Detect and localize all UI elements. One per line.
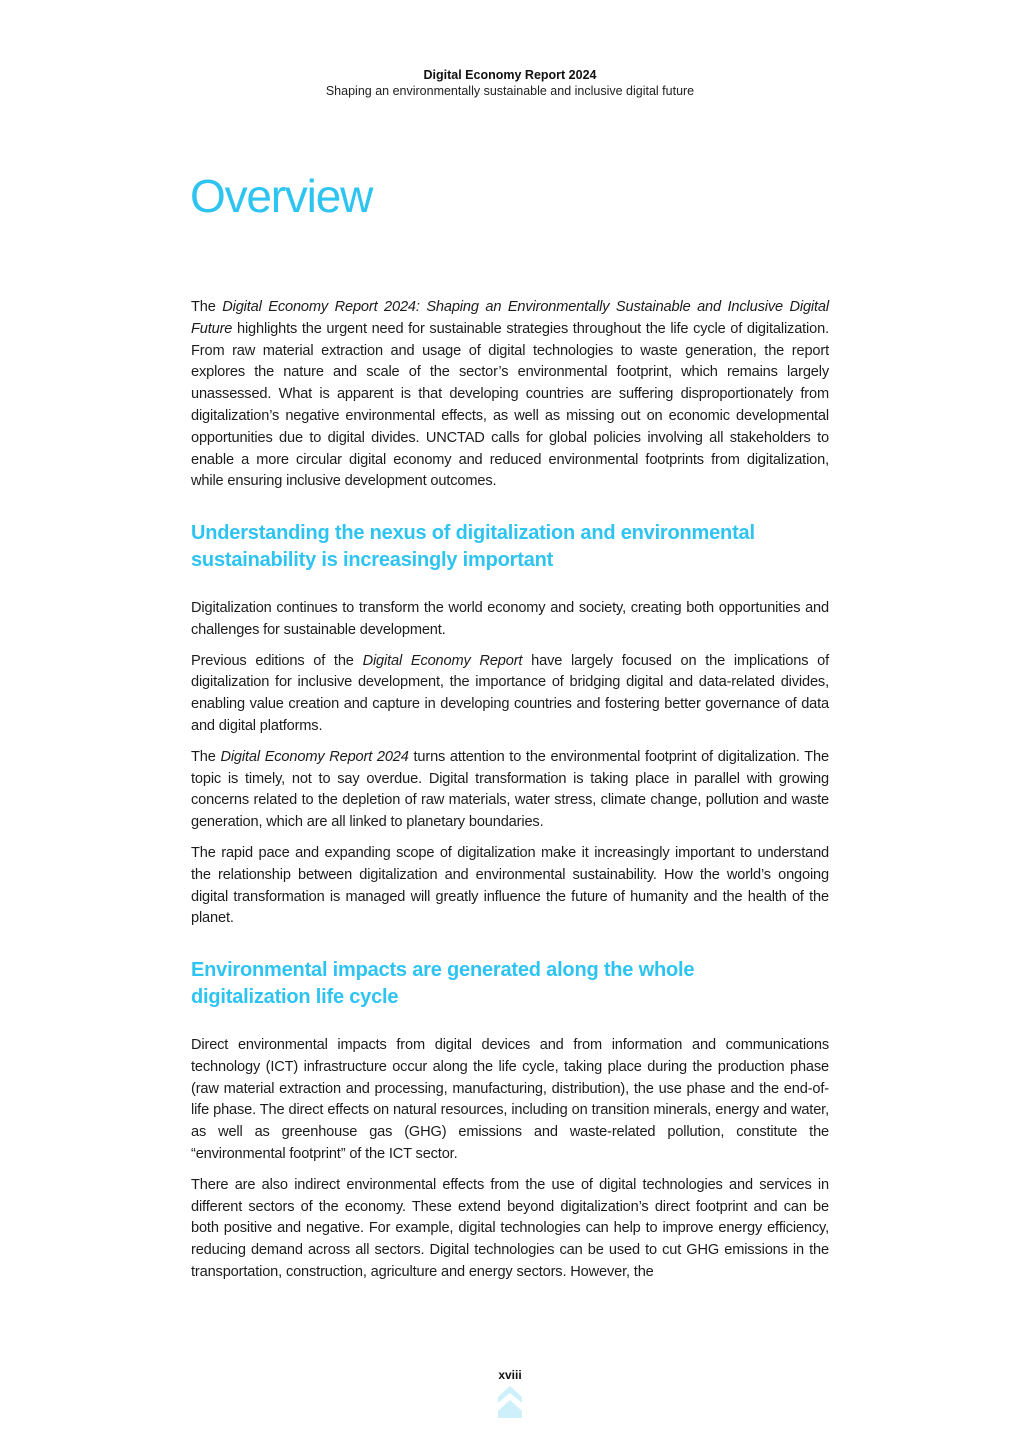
paragraph: Direct environmental impacts from digital devices and from information and communications technology (ICT) infrastructure occur along the life cycle, taking place during the production phase (raw material extraction and processing, manufacturing, distribution), the use phase and the end-of-life phase. The direct effects on natural resources, including on transition minerals, energy and water, as well as greenhouse gas (GHG) emissions and waste-related pollution, constitute the “environmental footprint” of the ICT sector. <box>191 1037 829 1162</box>
paragraph: Digitalization continues to transform the world economy and society, creating both opportunities and challenges for sustainable development. <box>191 600 829 638</box>
intro-block <box>191 297 829 493</box>
paragraph <box>191 747 829 834</box>
section-heading <box>191 520 829 574</box>
report-title-italic: Digital Economy Report 2024 <box>220 748 409 765</box>
report-subtitle: Shaping an environmentally sustainable and inclusive digital future <box>325 84 695 98</box>
intro-text: highlights the urgent need for sustainable strategies throughout the life cycle of digitalization. From raw material extraction and usage of digital technologies to waste generation, the report explores the nature and scale of the sector’s environmental footprint, which remains largely unassessed. What is apparent is that developing countries are suffering disproportionately from digitalization’s negative environmental effects, as well as missing out on economic developmental opportunities due to digital divides. UNCTAD calls for global policies involving all stakeholders to enable a more circular digital economy and reduced environmental footprints from digitalization, while ensuring inclusive development outcomes. <box>191 320 829 490</box>
section-life-cycle <box>191 957 829 1284</box>
intro-paragraph <box>191 297 829 493</box>
intro-report-title: Digital Economy Report 2024: Shaping an Environmentally Sustainable and Inclusive Digital Future <box>191 299 829 337</box>
report-title: Digital Economy Report 2024 <box>423 68 597 82</box>
intro-lead: The <box>191 299 223 315</box>
paragraph: There are also indirect environmental effects from the use of digital technologies and services in different sectors of the economy. These extend beyond digitalization’s direct footprint and can be both positive and negative. For example, digital technologies can help to improve energy efficiency, reducing demand across all sectors. Digital technologies can be used to cut GHG emissions in the transportation, construction, agriculture and energy sectors. However, the <box>191 1176 829 1280</box>
heading-line-1: Understanding the nexus of digitalization and environmental <box>191 522 755 544</box>
double-chevron-up-icon <box>498 1386 522 1418</box>
heading-line-2: sustainability is increasingly important <box>191 549 554 571</box>
section-heading <box>191 957 829 1011</box>
text: have largely focused on the implications of digitalization for inclusive development, the importance of bridging digital and data-related divides, enabling value creation and capture in developing countries and fostering better governance of data and digital platforms. <box>191 652 830 734</box>
paragraph <box>191 651 829 738</box>
running-header <box>0 67 1020 100</box>
page-title: Overview <box>190 170 373 222</box>
text: turns attention to the environmental footprint of digitalization. The topic is timely, not to say overdue. Digital transformation is taking place in parallel with growing concerns related to the depletion of raw materials, water stress, climate change, pollution and waste generation, which are all linked to planetary boundaries. <box>191 748 829 831</box>
paragraph: The rapid pace and expanding scope of digitalization make it increasingly important to understand the relationship between digitalization and environmental sustainability. How the world’s ongoing digital transformation is managed will greatly influence the future of humanity and the health of the planet. <box>191 844 829 927</box>
section-nexus <box>191 520 829 930</box>
heading-line-2: digitalization life cycle <box>191 986 399 1008</box>
page-number: xviii <box>498 1368 522 1382</box>
text: Previous editions of the <box>191 652 363 669</box>
heading-line-1: Environmental impacts are generated along the whole <box>191 959 695 981</box>
report-title-italic: Digital Economy Report <box>362 652 523 669</box>
text: The <box>191 748 221 765</box>
